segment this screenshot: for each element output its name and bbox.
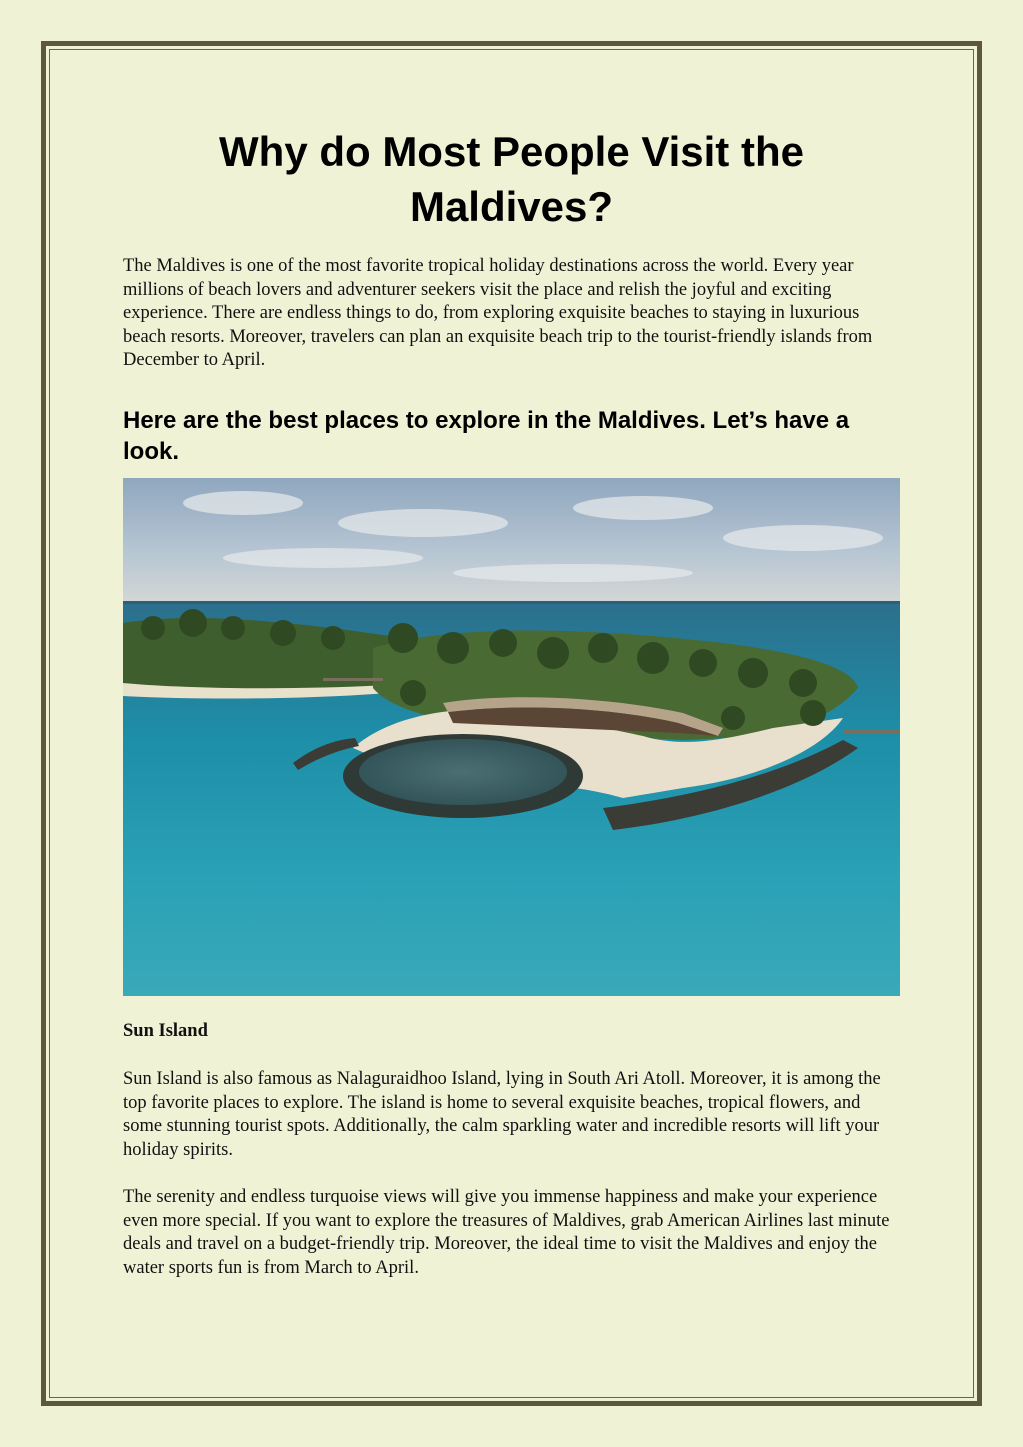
sun-island-paragraph-1: Sun Island is also famous as Nalaguraidhoo Island, lying in South Ari Atoll. Moreover, it is among the top favorite places to explore. The island is home to several exquisite beaches, tropical flowers, and some stunning tourist spots. Additionally, the calm sparkling water and incredible resorts will lift your holiday spirits. [123, 1069, 881, 1160]
page-title: Why do Most People Visit the Maldives? [219, 128, 804, 230]
places-subheading: Here are the best places to explore in the Maldives. Let’s have a look. [123, 407, 850, 465]
section-title-sun-island: Sun Island [123, 1021, 208, 1041]
sun-island-paragraph-2: The serenity and endless turquoise views will give you immense happiness and make your experience even more special. If you want to explore the treasures of Maldives, grab American Airlines last minute deals and travel on a budget-friendly trip. Moreover, the ideal time to visit the Maldives and enjoy the water sports fun is from March to April. [123, 1187, 890, 1278]
intro-paragraph: The Maldives is one of the most favorite tropical holiday destinations across the world. Every year millions of beach lovers and adventurer seekers visit the place and relish the joyful and exciting experience. There are endless things to do, from exploring exquisite beaches to staying in luxurious beach resorts. Moreover, travelers can plan an exquisite beach trip to the tourist-friendly islands from December to April. [123, 256, 873, 370]
island-resort-photo [123, 478, 900, 996]
